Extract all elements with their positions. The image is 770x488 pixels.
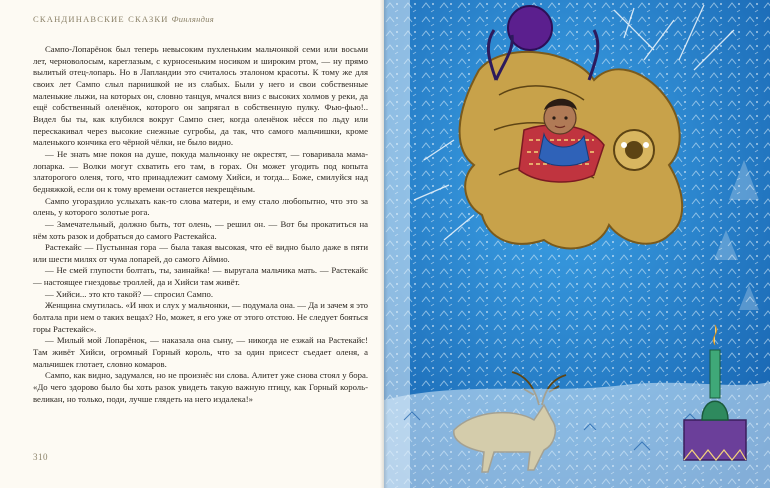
moon-icon xyxy=(508,6,552,50)
left-page xyxy=(0,0,384,488)
paragraph: Женщина смутилась. «И нюх и слух у мальчонки, — подумала она. — Да и зачем я это болтала при нем о таких вещах? Но, может, я его уже от этого отстою. Не следует бояться горы Растекайс». xyxy=(33,300,368,334)
paragraph: — Хийси... это кто такой? — спросил Сампо. xyxy=(45,288,214,299)
running-head xyxy=(33,14,368,24)
illustration-page xyxy=(384,0,770,488)
book-gutter xyxy=(380,0,388,488)
paragraph: — Милый мой Лопарёнок, — наказала она сыну, — никогда не езжай на Растекайс! Там живёт Хийси, огромный Горный король, что за один присест съедает оленя, а мальчишек глотает, словно комаров. xyxy=(33,335,368,369)
illustration xyxy=(384,0,770,488)
paragraph: — Замечательный, должно быть, тот олень, — решил он. — Вот бы прокатиться на нём хоть разок и добраться до самого Растекайса. xyxy=(33,218,368,241)
paragraph: Сампо угораздило услыхать как-то слова матери, и ему стало любопытно, что это за олень, у которого золотые рога. xyxy=(33,195,368,218)
paragraph: Сампо, как видно, задумался, но не произнёс ни слова. Алитет уже снова стоял у бора. «До чего здорово было бы хоть разок увидеть такую важную птицу, как Горный король-великан, но только, поди, лучше глядеть на него издалека!» xyxy=(33,370,368,404)
section-subtitle: Финляндия xyxy=(171,14,215,24)
book-title: СКАНДИНАВСКИЕ СКАЗКИ xyxy=(33,14,169,24)
paragraph: — Не смей глупости болтать, ты, заинайка! — выругала мальчика мать. — Растекайс — настоящее гнездовье троллей, да и Хийси там живёт. xyxy=(33,265,368,288)
story-text xyxy=(33,44,368,405)
paragraph: Растекайс — Пустынная гора — была такая высокая, что её видно было даже в пяти или шести милях от чума лопарей, до самого Аймио. xyxy=(33,242,368,264)
page-number: 310 xyxy=(33,452,48,462)
paragraph: Сампо-Лопарёнок был теперь невысоким пухленьким мальчонкой семи или восьми лет, черноволосым, кареглазым, с курносеньким носиком и широким ртом, — ну прямо вылитый отец-лопарь. Но в Лапландии это считалось эталоном красоты. К тому же для своих лет Сампо слыл парнишкой не из слабых. Были у него и свои собственные маленькие лыжи, на которых он, словно танцуя, мчался вниз с высоких холмов у реки, да ещё собственный оленёнок, которого он запрягал в собственную пулку. Фью-фью!.. Видел бы ты, как клубился вокруг Сампо снег, когда оленёнок нёсся по льду или перескакивал через высокие снежные сугробы, да так, что самого мальчишки, кроме маленького кончика его чёрной чёлки, не было видно. xyxy=(33,44,368,148)
paragraph: — Не знать мне покоя на душе, покуда мальчонку не окрестят, — говаривала мама-лопарка. — Волки могут схватить его там, в горах. Он может угодить под копыта златорогого оленя, того, что принадлежит самому Хийси, и тогда... Боже, смилуйся над бедняжкой, если он к тому времени останется некрещёным. xyxy=(33,148,368,194)
